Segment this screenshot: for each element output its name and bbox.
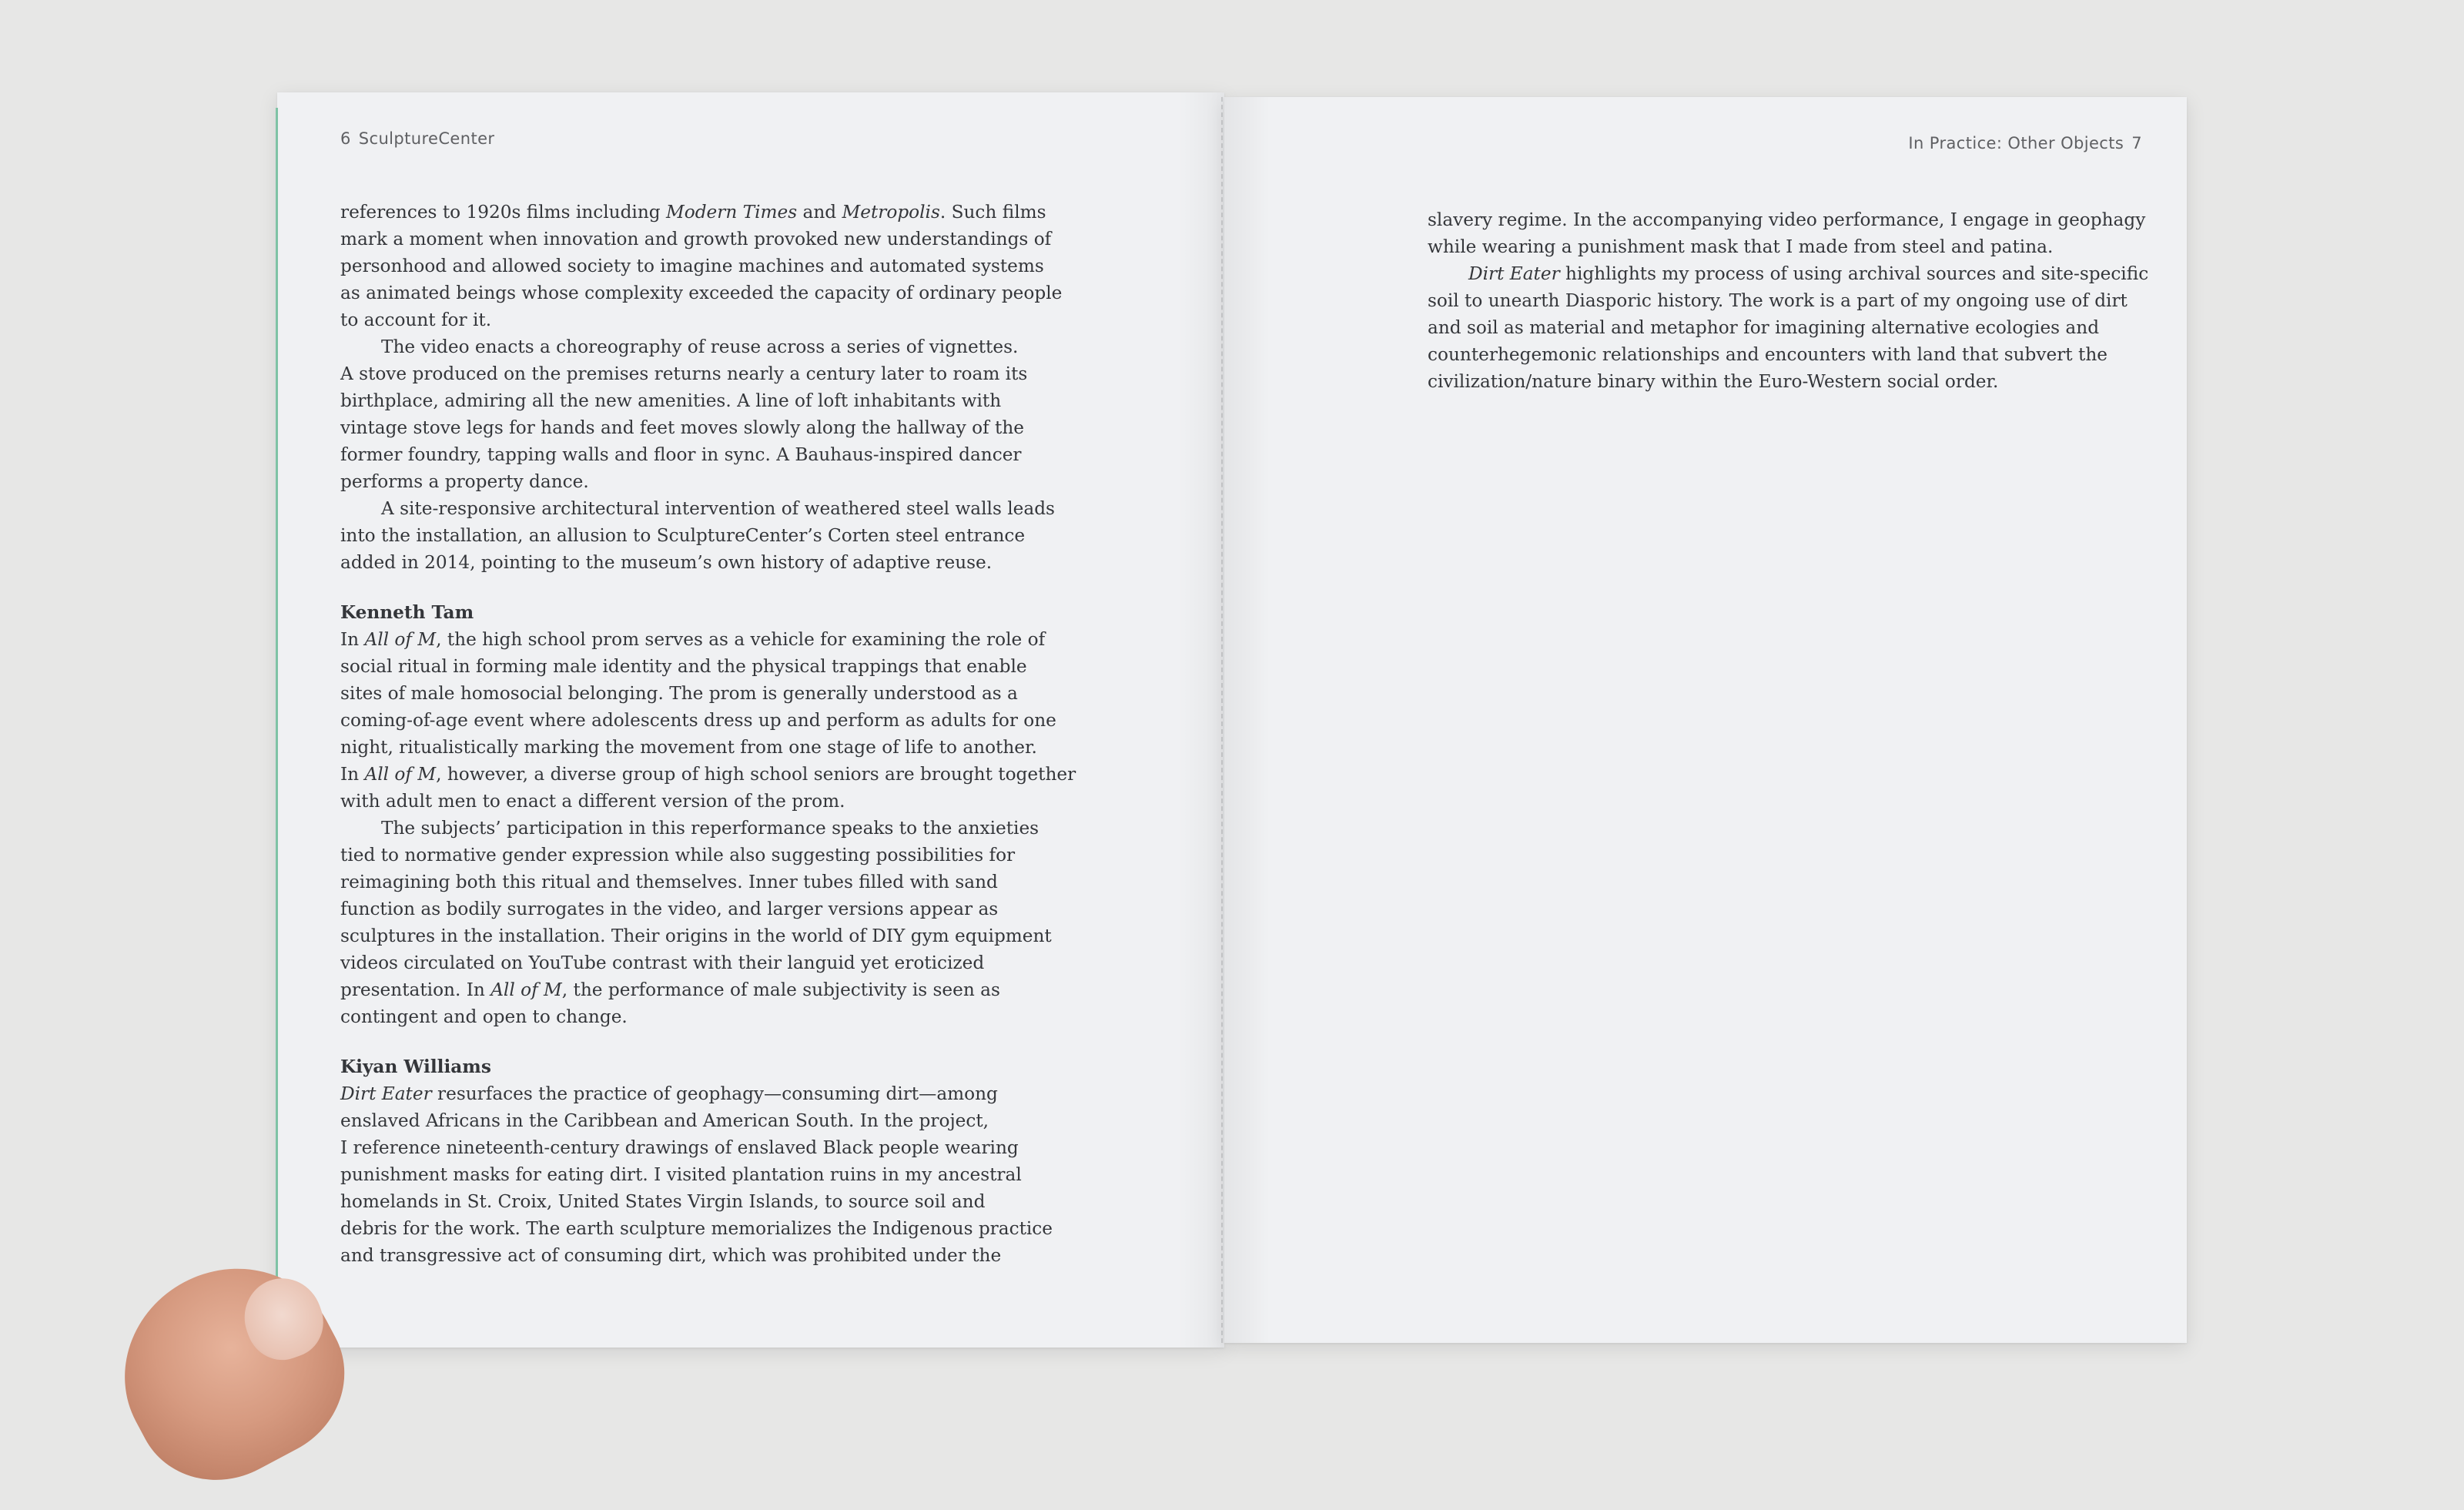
text-run: coming-of-age event where adolescents dress up and perform as adults for one [340,710,1056,731]
text-line [340,788,1033,815]
text-line [340,653,1033,680]
text-run: The video enacts a choreography of reuse across a series of vignettes. [381,336,1019,357]
text-line [340,199,1046,226]
section-heading: Kenneth Tam [340,602,474,623]
text-run: sites of male homosocial belonging. The prom is generally understood as a [340,683,1018,704]
text-line [340,387,1033,414]
text-line [340,522,1033,549]
text-line [340,707,1056,734]
text-line [340,626,1046,653]
text-line [340,949,1033,976]
text-run: The subjects’ participation in this reperformance speaks to the anxieties [381,818,1040,839]
text-run: , the high school prom serves as a vehicle for examining the role of [436,629,1046,650]
text-run: function as bodily surrogates in the video, and larger versions appear as [340,899,999,919]
text-line [1428,287,2128,314]
text-run: civilization/nature binary within the Euro-Western social order. [1428,371,1999,392]
text-run: contingent and open to change. [340,1006,628,1027]
text-run: . Such films [939,202,1046,223]
running-head-right [1908,134,2142,152]
body-text-right [1428,206,2149,395]
text-line [340,1242,1033,1269]
section-heading: Kiyan Williams [340,1056,491,1077]
text-line [340,1107,1033,1134]
text-run: personhood and allowed society to imagine machines and automated systems [340,256,1044,276]
text-line [340,1161,1033,1188]
text-line [340,976,1033,1003]
text-run: mark a moment when innovation and growth provoked new understandings of [340,229,1052,249]
text-run: with adult men to enact a different version of the prom. [340,791,845,812]
text-line [340,922,1052,949]
text-line [340,680,1033,707]
text-line [340,869,1033,896]
text-run: soil to unearth Diasporic history. The work is a part of my ongoing use of dirt [1428,290,2128,311]
text-run: A site-responsive architectural intervention of weathered steel walls leads [381,498,1055,519]
italic-title: All of M [364,629,437,650]
text-run: , the performance of male subjectivity is seen as [561,979,1000,1000]
text-run: social ritual in forming male identity and the physical trappings that enable [340,656,1027,677]
text-line [340,1080,1033,1107]
text-line [340,360,1033,387]
text-line [340,280,1063,306]
text-run: added in 2014, pointing to the museum’s own history of adaptive reuse. [340,552,993,573]
text-line [340,815,1040,842]
text-line [340,306,1033,333]
text-line [340,468,1033,495]
text-run: debris for the work. The earth sculpture memorializes the Indigenous practice [340,1218,1053,1239]
italic-title: Metropolis [842,202,940,223]
text-run: to account for it. [340,310,492,330]
text-run: highlights my process of using archival sources and site-specific [1559,263,2149,284]
text-run: as animated beings whose complexity exceeded the capacity of ordinary people [340,283,1063,303]
gutter-shadow [1178,92,1224,1348]
text-line [340,761,1076,788]
text-run: performs a property dance. [340,471,589,492]
paragraph [340,495,1055,576]
text-run: into the installation, an allusion to SculptureCenter’s Corten steel entrance [340,525,1026,546]
text-run: reimagining both this ritual and themselves. Inner tubes filled with sand [340,872,998,892]
text-run: and [797,202,842,223]
text-line [340,253,1044,280]
text-run: and transgressive act of consuming dirt, which was prohibited under the [340,1245,1002,1266]
paragraph [340,815,1052,1030]
text-run: A stove produced on the premises returns nearly a century later to roam its [340,363,1028,384]
text-run: homelands in St. Croix, United States Virgin Islands, to source soil and [340,1191,986,1212]
text-line [340,1003,1033,1030]
text-line [340,1134,1033,1161]
text-run: tied to normative gender expression while also suggesting possibilities for [340,845,1016,865]
text-line [1428,233,2121,260]
text-line [340,1215,1053,1242]
text-run: resurfaces the practice of geophagy—consuming dirt—among [431,1083,998,1104]
text-run: vintage stove legs for hands and feet moves slowly along the hallway of the [340,417,1024,438]
text-line [340,414,1033,441]
text-line [1428,206,2146,233]
text-run: birthplace, admiring all the new amenities. A line of loft inhabitants with [340,390,1002,411]
text-line [340,1188,1033,1215]
text-line [340,734,1037,761]
running-head-title: SculptureCenter [358,129,495,148]
text-line [1428,341,2121,368]
paragraph [340,333,1033,495]
text-run: In [340,629,365,650]
text-run: slavery regime. In the accompanying video performance, I engage in geophagy [1428,209,2146,230]
text-run: , however, a diverse group of high school seniors are brought together [436,764,1076,785]
text-line [340,842,1033,869]
text-run: references to 1920s films including [340,202,666,223]
italic-title: All of M [364,764,437,785]
page-edge [276,108,278,1278]
text-line [1428,314,2121,341]
text-line [340,333,1033,360]
text-line [1428,260,2149,287]
body-text-left [340,199,1076,1269]
paragraph [340,199,1063,333]
paragraph [1428,206,2146,260]
text-line [340,441,1033,468]
text-run: videos circulated on YouTube contrast with their languid yet eroticized [340,953,985,973]
italic-title: Modern Times [666,202,798,223]
text-run: In [340,764,365,785]
paragraph [340,1080,1053,1269]
text-run: night, ritualistically marking the movement from one stage of life to another. [340,737,1037,758]
text-line [340,896,1033,922]
left-page [277,92,1224,1348]
text-run: counterhegemonic relationships and encounters with land that subvert the [1428,344,2107,365]
text-run: I reference nineteenth-century drawings of enslaved Black people wearing [340,1137,1019,1158]
text-run: while wearing a punishment mask that I made from steel and patina. [1428,236,2054,257]
page-number: 6 [340,129,351,148]
text-run: enslaved Africans in the Caribbean and American South. In the project, [340,1110,989,1131]
text-run: presentation. In [340,979,491,1000]
right-page [1224,97,2187,1343]
italic-title: Dirt Eater [340,1083,432,1104]
text-line [1428,368,2121,395]
paragraph [340,626,1076,815]
gutter-shadow [1224,97,1270,1343]
text-run: punishment masks for eating dirt. I visited plantation ruins in my ancestral [340,1164,1022,1185]
text-line [340,226,1052,253]
text-line [340,549,1033,576]
text-run: former foundry, tapping walls and floor in sync. A Bauhaus-inspired dancer [340,444,1022,465]
text-line [340,495,1055,522]
text-run: and soil as material and metaphor for imagining alternative ecologies and [1428,317,2100,338]
running-head-title: In Practice: Other Objects [1908,134,2124,152]
page-number: 7 [2131,134,2142,152]
italic-title: Dirt Eater [1468,263,1560,284]
italic-title: All of M [490,979,562,1000]
running-head-left [340,129,494,148]
paragraph [1428,260,2149,395]
text-run: sculptures in the installation. Their origins in the world of DIY gym equipment [340,926,1052,946]
